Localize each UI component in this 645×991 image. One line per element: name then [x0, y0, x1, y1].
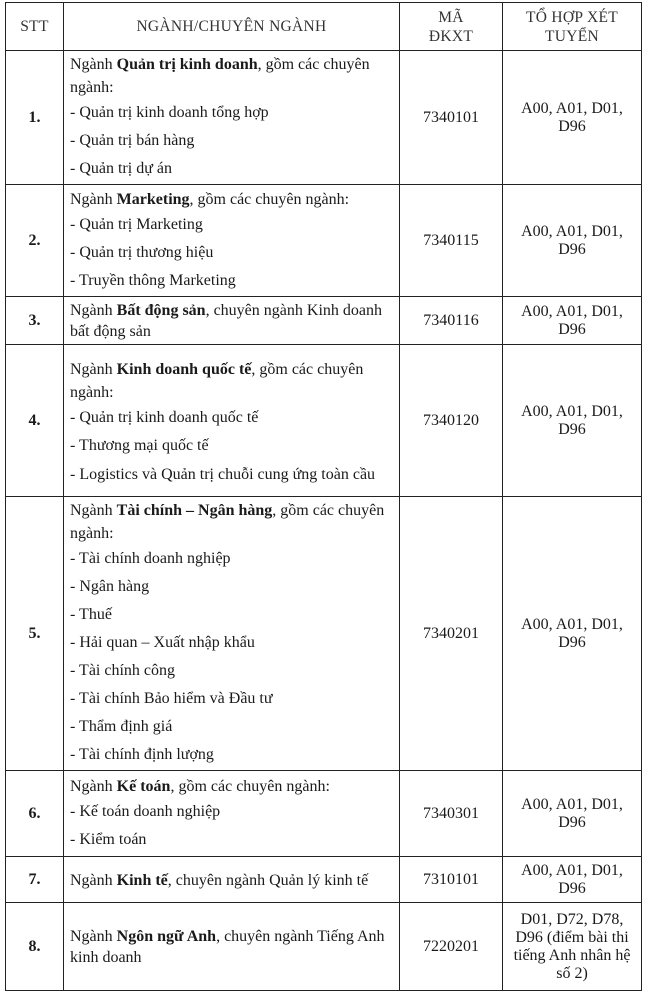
row-number: 2. — [6, 185, 64, 297]
major-cell — [64, 771, 400, 857]
major-title-suffix: , gồm các chuyên ngành: — [70, 360, 364, 401]
major-title-suffix: , chuyên ngành Tiếng Anh kinh doanh — [70, 928, 385, 966]
registration-code: 7340115 — [400, 185, 503, 297]
subject-combination: A00, A01, D01, D96 — [503, 857, 642, 903]
major-title-prefix: Ngành — [70, 777, 117, 795]
header-major: NGÀNH/CHUYÊN NGÀNH — [64, 3, 400, 51]
table-row — [6, 497, 642, 771]
registration-code: 7340101 — [400, 51, 503, 185]
major-name: Tài chính – Ngân hàng — [116, 502, 273, 519]
row-number: 1. — [6, 51, 64, 185]
major-cell — [64, 857, 400, 903]
registration-code: 7340120 — [400, 345, 503, 497]
major-title-suffix: , gồm các chuyên ngành: — [70, 56, 370, 96]
header-code: MÃ ĐKXT — [400, 3, 503, 51]
major-cell — [64, 51, 400, 185]
major-title-suffix: , gồm các chuyên ngành: — [70, 502, 385, 542]
table-row — [6, 51, 642, 185]
major-title-prefix: Ngành — [70, 56, 117, 73]
row-number: 8. — [6, 903, 64, 991]
registration-code: 7340301 — [400, 771, 503, 857]
major-name: Kinh doanh quốc tế — [116, 360, 252, 378]
row-number: 7. — [6, 857, 64, 903]
subject-combination: A00, A01, D01, D96 — [503, 185, 642, 297]
major-title — [70, 358, 395, 404]
registration-code: 7220201 — [400, 903, 503, 991]
major-title-suffix: , chuyên ngành Kinh doanh bất động sản — [70, 302, 382, 340]
subject-combination: A00, A01, D01, D96 — [503, 51, 642, 185]
specialization-item: - Thẩm định giá — [70, 718, 173, 735]
major-title — [70, 870, 395, 891]
subject-combination: A00, A01, D01, D96 — [503, 297, 642, 345]
specialization-item: - Tài chính Bảo hiểm và Đầu tư — [70, 690, 273, 707]
major-title-prefix: Ngành — [70, 502, 117, 519]
header-stt: STT — [6, 3, 64, 51]
table-row — [6, 857, 642, 903]
major-title-prefix: Ngành — [70, 871, 117, 889]
major-title — [70, 53, 395, 99]
registration-code: 7310101 — [400, 857, 503, 903]
major-name: Kế toán — [116, 777, 171, 795]
major-title-prefix: Ngành — [70, 928, 117, 945]
major-title-suffix: , gồm các chuyên ngành: — [189, 190, 350, 208]
specialization-item: - Quản trị Marketing — [70, 215, 203, 233]
admissions-table — [5, 2, 642, 991]
major-title-prefix: Ngành — [70, 190, 117, 208]
major-name: Bất động sản — [116, 302, 206, 319]
table-row — [6, 771, 642, 857]
table-row — [6, 345, 642, 497]
major-name: Quản trị kinh doanh — [116, 56, 258, 73]
row-number: 5. — [6, 497, 64, 771]
subject-combination: A00, A01, D01, D96 — [503, 345, 642, 497]
major-cell — [64, 297, 400, 345]
registration-code: 7340116 — [400, 297, 503, 345]
row-number: 4. — [6, 345, 64, 497]
major-title — [70, 188, 395, 211]
specialization-item: - Quản trị kinh doanh quốc tế — [70, 408, 259, 426]
table-row — [6, 297, 642, 345]
registration-code: 7340201 — [400, 497, 503, 771]
specialization-item: - Quản trị dự án — [70, 160, 172, 177]
row-number: 3. — [6, 297, 64, 345]
major-title — [70, 300, 395, 342]
major-title-prefix: Ngành — [70, 360, 117, 378]
row-number: 6. — [6, 771, 64, 857]
major-title — [70, 775, 395, 798]
specialization-item: - Tài chính định lượng — [70, 746, 214, 763]
major-name: Marketing — [116, 190, 190, 208]
specialization-item: - Kiểm toán — [70, 830, 147, 848]
table-header-row — [6, 3, 642, 51]
specialization-item: - Thuế — [70, 606, 112, 623]
major-name: Kinh tế — [116, 871, 168, 889]
major-cell — [64, 345, 400, 497]
specialization-item: - Logistics và Quản trị chuỗi cung ứng toàn cầu — [70, 465, 376, 483]
header-combo: TỔ HỢP XÉT TUYỂN — [503, 3, 642, 51]
specialization-item: - Hải quan – Xuất nhập khẩu — [70, 634, 255, 651]
table-row — [6, 185, 642, 297]
major-title-suffix: , chuyên ngành Quản lý kinh tế — [167, 871, 369, 889]
specialization-item: - Tài chính công — [70, 662, 176, 679]
specialization-item: - Ngân hàng — [70, 578, 150, 595]
major-title-suffix: , gồm các chuyên ngành: — [170, 777, 330, 795]
specialization-item: - Quản trị thương hiệu — [70, 243, 214, 261]
major-title-prefix: Ngành — [70, 302, 117, 319]
specialization-item: - Kế toán doanh nghiệp — [70, 802, 221, 820]
major-name: Ngôn ngữ Anh — [116, 928, 217, 945]
major-cell — [64, 903, 400, 991]
subject-combination: A00, A01, D01, D96 — [503, 497, 642, 771]
specialization-item: - Tài chính doanh nghiệp — [70, 550, 231, 567]
major-title — [70, 499, 395, 545]
major-cell — [64, 185, 400, 297]
major-cell — [64, 497, 400, 771]
table-row — [6, 903, 642, 991]
specialization-item: - Truyền thông Marketing — [70, 271, 236, 289]
major-title — [70, 926, 395, 968]
specialization-item: - Thương mại quốc tế — [70, 436, 209, 454]
subject-combination: D01, D72, D78, D96 (điểm bài thi tiếng Anh nhân hệ số 2) — [503, 903, 642, 991]
specialization-item: - Quản trị kinh doanh tổng hợp — [70, 104, 269, 121]
specialization-item: - Quản trị bán hàng — [70, 132, 195, 149]
subject-combination: A00, A01, D01, D96 — [503, 771, 642, 857]
